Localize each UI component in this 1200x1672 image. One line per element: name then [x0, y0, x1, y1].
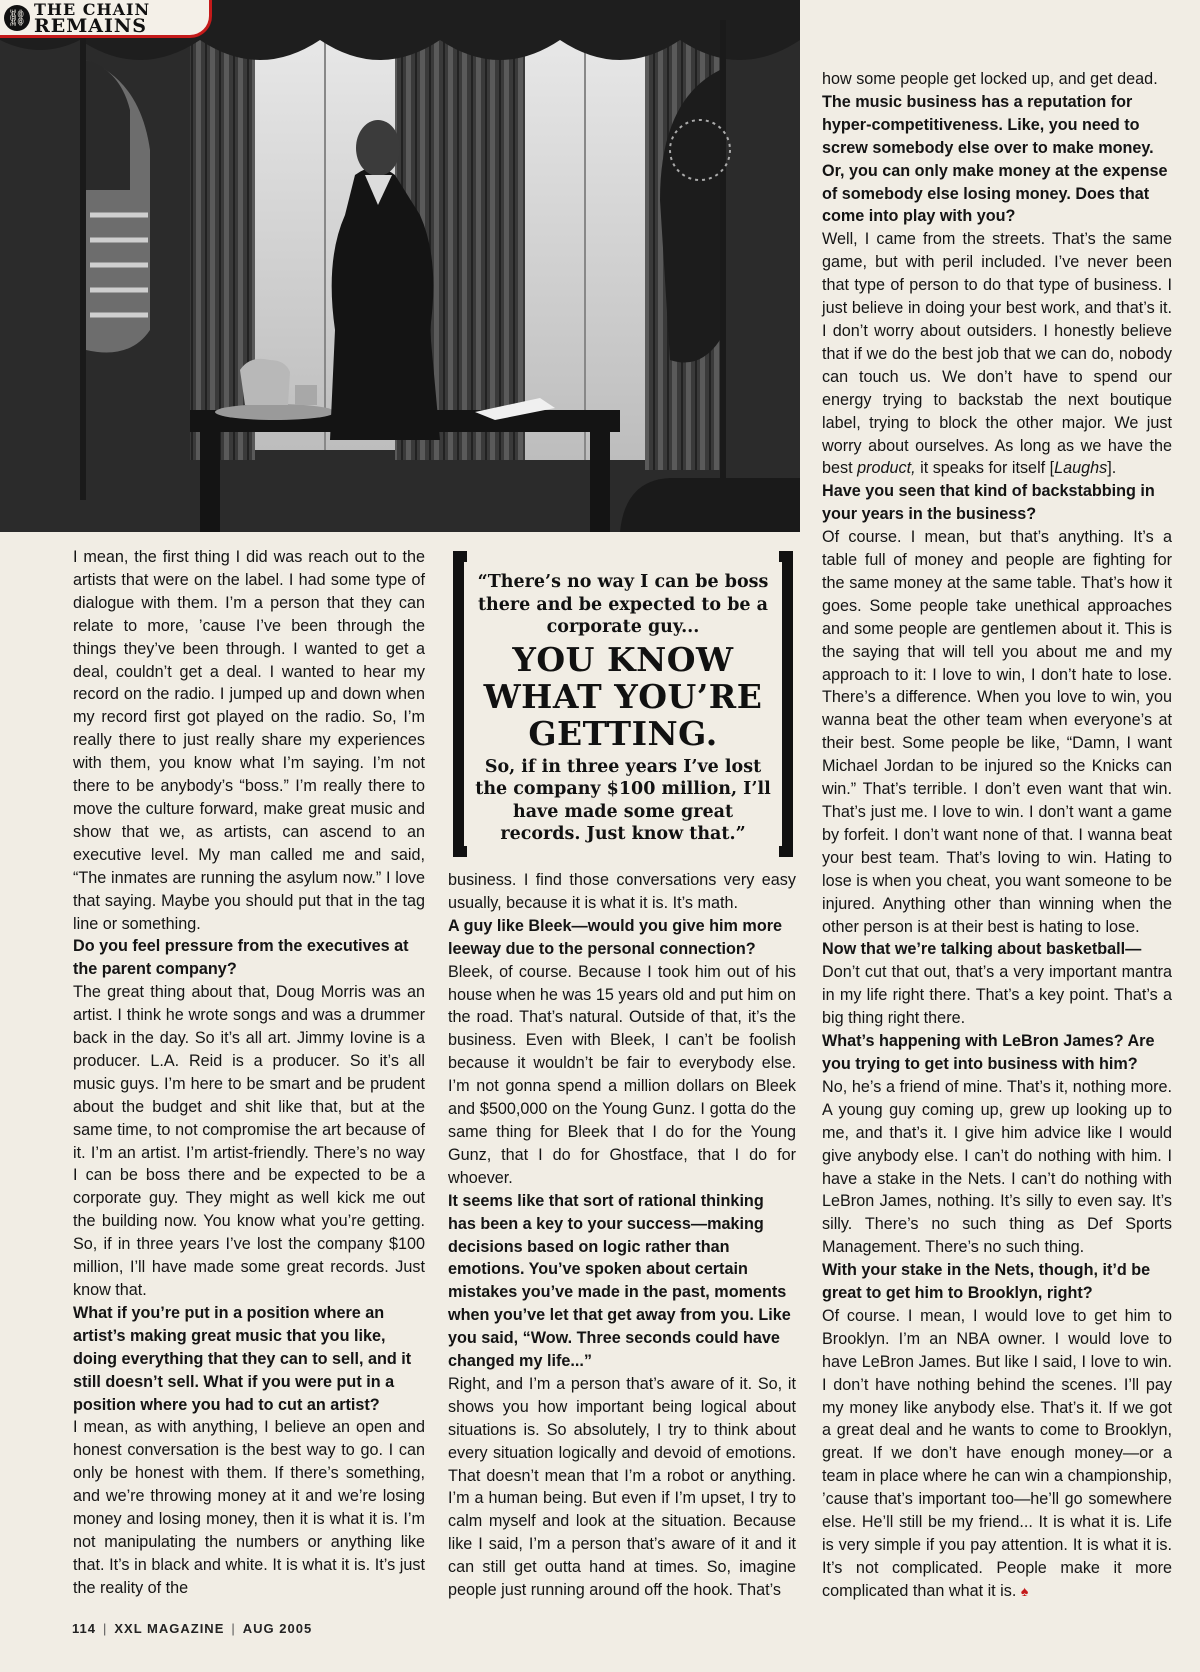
interview-question: A guy like Bleek—would you give him more leeway due to the personal connection?: [448, 916, 783, 958]
page-footer: [72, 1621, 312, 1636]
pull-quote-intro: “There’s no way I can be boss there and be expected to be a corporate guy...: [477, 572, 769, 637]
issue-date: AUG 2005: [242, 1621, 313, 1636]
answer-paragraph: Bleek, of course. Because I took him out of his house when he was 15 years old and put him on the road. That’s natural. Outside of that, it’s the business. Even with Bleek, I can’t be foolish because it wouldn’t be fair to everybody else. I’m not gonna spend a million dollars on Bleek and $500,000 on the Young Gunz. I gotta do the same thing for Bleek that I do for the Young Gunz, that I do for Ghostface, that I do for whoever.: [448, 962, 796, 1187]
answer-text: Of course. I mean, I would love to get him to Brooklyn. I’m an NBA owner. I would love to have LeBron James. But like I said, I love to win. I don’t have nothing behind the scenes. I’ll pay my money like anybody else. That’s it. If we got a great deal and he wants to come to Brooklyn, great. If we don’t have enough money—or a team in place where he can win a championship, ’cause that’s important too—he’ll go somewhere else. He’ll still be my friend... It is what it is. Life is very simple if you pay attention. It is what it is. It’s not complicated. People make it more complicated than what it is.: [822, 1306, 1172, 1600]
interview-question: What if you’re put in a position where an artist’s making great music that you like, doing everything that they can to sell, and it still doesn’t sell. What if you were put in a position where you had to cut an artist?: [73, 1303, 412, 1414]
section-title-line2: REMAINS: [34, 15, 148, 37]
answer-paragraph: No, he’s a friend of mine. That’s it, nothing more. A young guy coming up, grew up looking up to me, and that’s it. I give him advice like I would give anybody else. I can’t do nothing with him. I have a stake in the Nets. I can’t do nothing with LeBron James, nothing. It’s silly to even say. It’s silly. There’s no such thing as Def Sports Management. There’s no such thing.: [822, 1077, 1172, 1257]
left-bracket-icon: [453, 551, 467, 857]
interview-question: With your stake in the Nets, though, it’d be great to get him to Brooklyn, right?: [822, 1261, 1151, 1303]
answer-paragraph: [822, 1305, 1172, 1603]
pull-quote: [453, 551, 793, 861]
answer-paragraph: [822, 228, 1172, 480]
footer-divider: |: [231, 1621, 236, 1636]
interview-question: Do you feel pressure from the executives at the parent company?: [73, 937, 409, 979]
interview-question: What’s happening with LeBron James? Are you trying to get into business with him?: [822, 1032, 1155, 1073]
answer-text: ].: [1107, 459, 1117, 478]
answer-text: it speaks for itself [: [915, 459, 1055, 478]
answer-paragraph: I mean, as with anything, I believe an open and honest conversation is the best way to go. I can only be honest with them. If there’s something, and we’re throwing money at it and we’re losing money and losing money, then it is what it is. I’m not manipulating the numbers or anything like that. It’s in black and white. It is what it is. It’s just the reality of the: [73, 1418, 425, 1597]
article-column-3: [822, 68, 1172, 1603]
end-mark-icon: ♠: [1020, 1582, 1029, 1599]
magazine-name: XXL MAGAZINE: [114, 1621, 225, 1636]
italic-word: product,: [857, 459, 916, 478]
answer-paragraph: Of course. I mean, but that’s anything. It’s a table full of money and people are fighting for the same money at the same table. That’s how it goes. Some people take unethical approaches and some people are gentlemen about it. This is the saying that will tell you about me and my approach to it: I love to win, I don’t hate to lose. There’s a difference. When you love to win, you wanna beat the other team when everyone’s at their best. Some people be like, “Damn, I want Michael Jordan to be injured so the Knicks can win.” That’s terrible. I don’t even want that win. That’s just me. I love to win. I don’t want a game by forfeit. I don’t want none of that. I wanna beat your best team. That’s loving to win. Hating to lose is when you cheat, you want someone to be injured. Anything other than winning when the other person is at their best is hating to lose.: [822, 528, 1172, 936]
article-column-2: [448, 869, 796, 1602]
pull-quote-emphasis: YOU KNOW WHAT YOU’RE GETTING.: [483, 639, 763, 753]
answer-paragraph: Right, and I’m a person that’s aware of it. So, it shows you how important being logical about situations is. So absolutely, I try to think about every situation logically and devoid of emotions. That doesn’t mean that I’m a robot or anything. I’m a human being. But even if I’m upset, I try to calm myself and look at the situation. Because like I said, I’m a person that’s aware of it and it can still get outta hand at times. So, imagine people just running around off the hook. That’s: [448, 1374, 796, 1600]
section-title-line1: THE CHAIN: [34, 0, 151, 19]
article-column-1: [73, 546, 425, 1600]
chain-logo-icon: ⛓: [4, 5, 30, 31]
answer-paragraph: business. I find those conversations very easy usually, because it is what it is. It’s math.: [448, 871, 796, 912]
man-at-desk-photo-icon: [0, 0, 800, 532]
answer-paragraph: how some people get locked up, and get dead.: [822, 70, 1158, 88]
answer-paragraph: Don’t cut that out, that’s a very important mantra in my life right there. That’s a key point. That’s a big thing right there.: [822, 963, 1172, 1028]
section-tag: [0, 0, 212, 38]
answer-paragraph: I mean, the first thing I did was reach out to the artists that were on the label. I had some type of dialogue with them. I’m a person that they can relate to more, ’cause I’ve been through the things they’ve been through. I wanted to get a deal, couldn’t get a deal. I wanted to hear my record on the radio. I jumped up and down when my record first got played on the radio. So, I’m really there to just really share my experiences with them, you know what I’m saying. I’m not there to be anybody’s “boss.” I’m really there to move the culture forward, make great music and show that we, as artists, can ascend to an executive level. My man called me and said, “The inmates are running the asylum now.” I love that saying. Maybe you should put that in the tag line or something.: [73, 548, 425, 933]
interview-question: Have you seen that kind of backstabbing in your years in the business?: [822, 482, 1155, 524]
answer-text: Well, I came from the streets. That’s the same game, but with peril included. I’ve never been that type of person to do that type of business. I just believe in doing your best work, and that’s it. I don’t worry about outsiders. I honestly believe that if we do the best job that we can do, nobody can touch us. We don’t have to spend our energy trying to backstab the next boutique label, trying to block the other major. We just worry about ourselves. As long as we have the best: [822, 230, 1172, 478]
interview-question: The music business has a reputation for hyper-competitiveness. Like, you need to screw somebody else over to make money. Or, you can only make money at the expense of somebody else losing money. Does that come into play with you?: [822, 92, 1168, 226]
feature-photo: [0, 0, 800, 532]
pull-quote-outro: So, if in three years I’ve lost the company $100 million, I’ll have made some great records. Just know that.”: [475, 756, 771, 844]
answer-paragraph: The great thing about that, Doug Morris was an artist. I think he wrote songs and was a drummer back in the day. So it’s all art. Jimmy Iovine is a producer. L.A. Reid is a producer. So it’s all music guys. I’m here to be smart and be prudent about the budget and shit like that, but at the same time, to not compromise the art because of it. I’m an artist. I’m artist-friendly. There’s no way I can be boss there and be expected to be a corporate guy. They might as well kick me out the building now. You know what you’re getting. So, if in three years I’ve lost the company $100 million, I’ll have made some great records. Just know that.: [73, 983, 425, 1299]
interview-question: Now that we’re talking about basketball—: [822, 940, 1142, 959]
page-number: 114: [72, 1621, 96, 1636]
interview-question: It seems like that sort of rational thinking has been a key to your success—making decisions based on logic rather than emotions. You’ve spoken about certain mistakes you’ve made in the past, moments when you’ve let that get away from you. Like you said, “Wow. Three seconds could have changed my life...”: [448, 1191, 791, 1371]
right-bracket-icon: [779, 551, 793, 857]
footer-divider: |: [102, 1621, 108, 1636]
italic-laughs: Laughs: [1054, 459, 1108, 478]
